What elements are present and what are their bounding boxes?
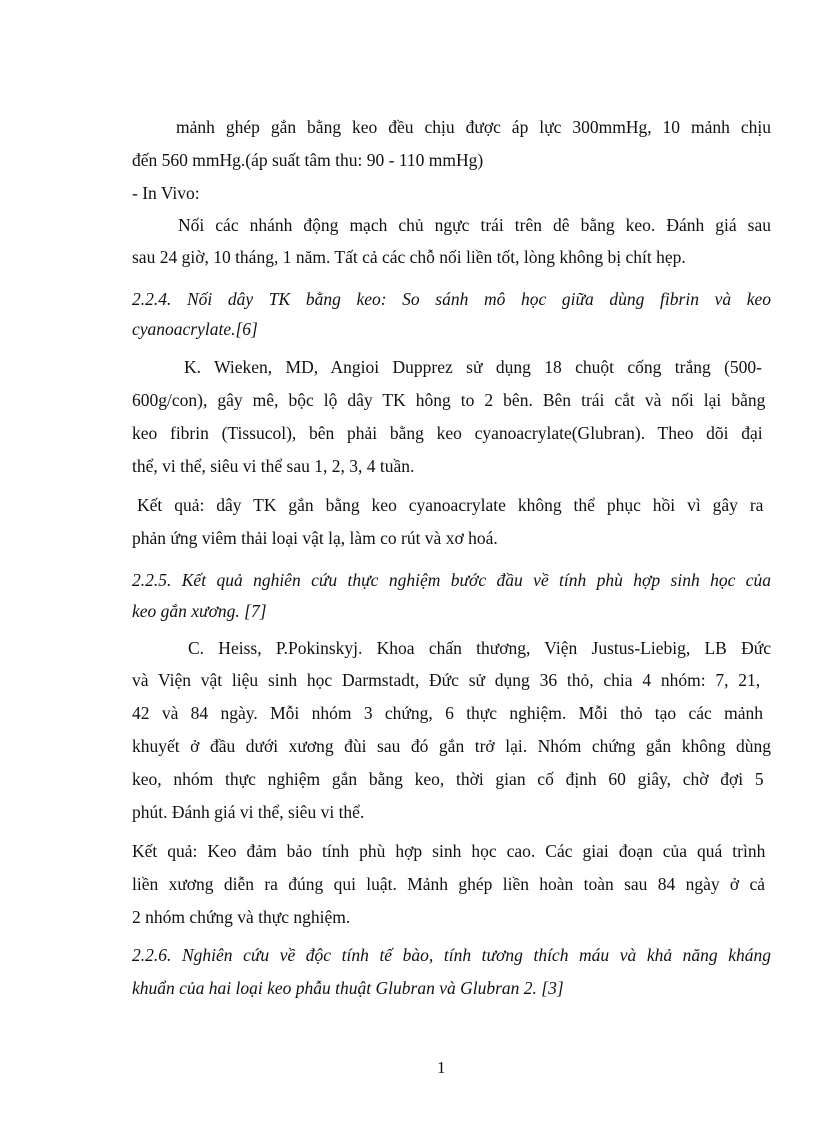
text-line: 42 và 84 ngày. Mỗi nhóm 3 chứng, 6 thực nghiệm. Mỗi thỏ tạo các mảnh <box>132 703 764 723</box>
text-line: Kết quả: Keo đảm bảo tính phù hợp sinh học cao. Các giai đoạn của quá trình <box>132 841 766 861</box>
section-heading: cyanoacrylate.[6] <box>132 319 258 339</box>
text-line: keo, nhóm thực nghiệm gắn bằng keo, thời gian cố định 60 giây, chờ đợi 5 <box>132 769 764 789</box>
text-line: thể, vi thể, siêu vi thể sau 1, 2, 3, 4 tuần. <box>132 456 415 476</box>
text-line: mảnh ghép gắn bằng keo đều chịu được áp lực 300mmHg, 10 mảnh chịu <box>176 117 771 137</box>
text-line: 600g/con), gây mê, bộc lộ dây TK hông to 2 bên. Bên trái cắt và nối lại bằng <box>132 390 766 410</box>
section-heading: khuẩn của hai loại keo phẫu thuật Glubran và Glubran 2. [3] <box>132 978 564 998</box>
text-line: Kết quả: dây TK gắn bằng keo cyanoacrylate không thể phục hồi vì gây ra <box>137 495 764 515</box>
text-line: K. Wieken, MD, Angioi Dupprez sử dụng 18 chuột cống trắng (500- <box>184 357 762 377</box>
section-heading: 2.2.6. Nghiên cứu về độc tính tế bào, tính tương thích máu và khả năng kháng <box>132 945 771 965</box>
text-line: Nối các nhánh động mạch chủ ngực trái trên dê bằng keo. Đánh giá sau <box>178 215 771 235</box>
text-line: và Viện vật liệu sinh học Darmstadt, Đức sử dụng 36 thỏ, chia 4 nhóm: 7, 21, <box>132 670 761 690</box>
section-heading: 2.2.4. Nối dây TK bằng keo: So sánh mô học giữa dùng fibrin và keo <box>132 289 771 309</box>
section-heading: keo gắn xương. [7] <box>132 601 267 621</box>
text-line: C. Heiss, P.Pokinskyj. Khoa chấn thương, Viện Justus-Liebig, LB Đức <box>188 638 771 658</box>
text-line: đến 560 mmHg.(áp suất tâm thu: 90 - 110 mmHg) <box>132 150 484 170</box>
text-line: liền xương diễn ra đúng qui luật. Mảnh ghép liền hoàn toàn sau 84 ngày ở cả <box>132 874 766 894</box>
text-line: 2 nhóm chứng và thực nghiệm. <box>132 907 351 927</box>
page-number: 1 <box>437 1058 446 1077</box>
text-line: phản ứng viêm thải loại vật lạ, làm co rút và xơ hoá. <box>132 528 498 548</box>
text-line: - In Vivo: <box>132 183 200 203</box>
section-heading: 2.2.5. Kết quả nghiên cứu thực nghiệm bước đầu về tính phù hợp sinh học của <box>132 570 771 590</box>
text-line: sau 24 giờ, 10 tháng, 1 năm. Tất cả các chỗ nối liền tốt, lòng không bị chít hẹp. <box>132 247 686 267</box>
text-line: khuyết ở đầu dưới xương đùi sau đó gắn trở lại. Nhóm chứng gắn không dùng <box>132 736 771 756</box>
text-line: phút. Đánh giá vi thể, siêu vi thể. <box>132 802 365 822</box>
text-line: keo fibrin (Tissucol), bên phải bằng keo cyanoacrylate(Glubran). Theo dõi đại <box>132 423 763 443</box>
